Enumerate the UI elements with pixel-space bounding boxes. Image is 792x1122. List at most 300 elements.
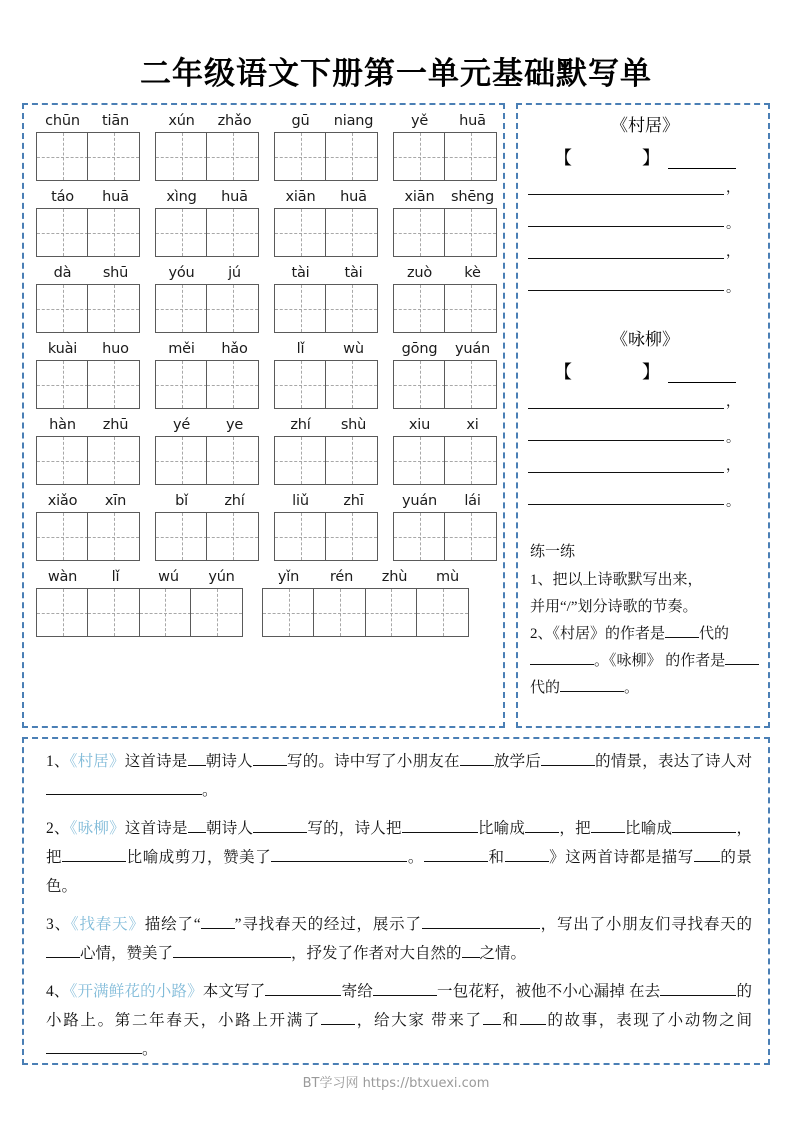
pinyin-row bbox=[393, 338, 499, 360]
writing-cell[interactable] bbox=[206, 208, 259, 257]
writing-cell[interactable] bbox=[393, 208, 446, 257]
verse-punctuation: 。 bbox=[726, 495, 740, 510]
cell-row bbox=[36, 284, 142, 333]
poem-recitation-panel bbox=[516, 103, 770, 728]
question-text: 这首诗是 bbox=[124, 820, 188, 837]
answer-blank[interactable] bbox=[46, 794, 202, 795]
answer-blank[interactable] bbox=[422, 928, 540, 929]
practice-item-2-a: 2、《村居》的作者是 bbox=[530, 626, 666, 642]
word-group bbox=[393, 262, 499, 333]
pinyin-row bbox=[36, 186, 142, 208]
writing-cell[interactable] bbox=[155, 132, 208, 181]
question-text: 比喻成剪刀，赞美了 bbox=[126, 849, 272, 866]
verse-punctuation: 。 bbox=[726, 217, 740, 232]
cell-row bbox=[155, 360, 261, 409]
pinyin-row bbox=[274, 490, 380, 512]
question-text: 之情。 bbox=[479, 945, 527, 962]
word-group bbox=[36, 262, 142, 333]
question-text: 一包花籽，被他不小心漏掉 在去 bbox=[436, 983, 661, 1000]
verse-line[interactable] bbox=[528, 265, 762, 297]
answer-blank[interactable] bbox=[402, 832, 478, 833]
verse-rule bbox=[528, 440, 724, 441]
pinyin-syllable: huā bbox=[340, 189, 367, 205]
practice-block bbox=[530, 539, 762, 702]
pinyin-syllable: wù bbox=[343, 341, 364, 357]
cell-row bbox=[36, 436, 142, 485]
verse-rule bbox=[528, 194, 724, 195]
question-text: 朝诗人 bbox=[205, 753, 253, 770]
pinyin-syllable: niang bbox=[333, 113, 374, 129]
writing-cell[interactable] bbox=[87, 512, 140, 561]
pinyin-syllable: hǎo bbox=[221, 341, 248, 357]
grid-row bbox=[36, 490, 495, 561]
pinyin-syllable: ye bbox=[225, 417, 244, 433]
practice-item-2-c: 。《咏柳》 的 bbox=[594, 653, 681, 669]
writing-cell[interactable] bbox=[36, 132, 89, 181]
cell-row bbox=[393, 132, 499, 181]
pinyin-syllable: bǐ bbox=[175, 493, 188, 509]
writing-cell[interactable] bbox=[36, 208, 89, 257]
pinyin-row bbox=[393, 490, 499, 512]
question-text: 朝诗人 bbox=[205, 820, 254, 837]
word-group bbox=[36, 338, 142, 409]
book-title: 《找春天》 bbox=[70, 916, 145, 933]
pinyin-syllable: lǐ bbox=[296, 341, 305, 357]
word-group bbox=[262, 566, 474, 637]
pinyin-syllable: zhǎo bbox=[217, 113, 252, 129]
word-group bbox=[393, 338, 499, 409]
comprehension-questions-panel bbox=[22, 737, 770, 1065]
question-item bbox=[46, 814, 752, 901]
word-group bbox=[155, 338, 261, 409]
pinyin-syllable: zhí bbox=[224, 493, 245, 509]
question-text: ”寻找春天的经过，展示了 bbox=[234, 916, 422, 933]
pinyin-syllable: zhū bbox=[102, 417, 129, 433]
writing-cell[interactable] bbox=[190, 588, 243, 637]
pinyin-syllable: gū bbox=[291, 113, 310, 129]
question-text: 比喻成 bbox=[477, 820, 526, 837]
answer-blank[interactable] bbox=[253, 765, 287, 766]
practice-item-1-line-2: 并用“/”划分诗歌的节奏。 bbox=[530, 599, 698, 615]
pinyin-row bbox=[36, 262, 142, 284]
writing-cell[interactable] bbox=[444, 208, 497, 257]
pinyin-row bbox=[274, 186, 380, 208]
word-group bbox=[274, 186, 380, 257]
pinyin-syllable: yún bbox=[208, 569, 235, 585]
cell-row bbox=[274, 512, 380, 561]
cell-row bbox=[36, 360, 142, 409]
grid-row bbox=[36, 110, 495, 181]
top-section bbox=[22, 103, 770, 728]
question-text: 。 bbox=[142, 1041, 158, 1058]
answer-blank[interactable] bbox=[672, 832, 736, 833]
cell-row bbox=[155, 436, 261, 485]
pinyin-syllable: kuài bbox=[47, 341, 78, 357]
pinyin-grid-panel bbox=[22, 103, 505, 728]
pinyin-row bbox=[274, 262, 380, 284]
poem-author-line bbox=[528, 143, 762, 169]
answer-blank[interactable] bbox=[271, 861, 407, 862]
pinyin-syllable: yǐn bbox=[277, 569, 300, 585]
pinyin-syllable: dà bbox=[53, 265, 72, 281]
pinyin-syllable: wú bbox=[158, 569, 179, 585]
writing-cell[interactable] bbox=[155, 360, 208, 409]
writing-cell[interactable] bbox=[87, 132, 140, 181]
answer-blank[interactable] bbox=[520, 1024, 546, 1025]
pinyin-row bbox=[36, 566, 248, 588]
bracket-pair: 【 】 bbox=[554, 362, 686, 382]
verse-punctuation: ， bbox=[726, 395, 740, 410]
writing-cell[interactable] bbox=[325, 360, 378, 409]
question-text: 。 bbox=[202, 782, 218, 799]
pinyin-syllable: shū bbox=[102, 265, 129, 281]
question-text: 的小路上。第二年春天，小路上开满了 bbox=[46, 983, 752, 1029]
word-group bbox=[155, 262, 261, 333]
cell-row bbox=[274, 132, 380, 181]
verse-line[interactable] bbox=[528, 169, 762, 201]
cell-row bbox=[155, 132, 261, 181]
writing-cell[interactable] bbox=[325, 436, 378, 485]
pinyin-row bbox=[36, 490, 142, 512]
answer-blank[interactable] bbox=[188, 832, 206, 833]
pinyin-syllable: mù bbox=[436, 569, 459, 585]
question-text: 的景色。 bbox=[46, 849, 752, 895]
verse-punctuation: 。 bbox=[726, 431, 740, 446]
pinyin-row bbox=[155, 414, 261, 436]
word-group bbox=[36, 566, 248, 637]
cell-row bbox=[393, 284, 499, 333]
word-group bbox=[274, 414, 380, 485]
question-number: 1、 bbox=[46, 753, 70, 770]
writing-cell[interactable] bbox=[325, 512, 378, 561]
word-group bbox=[393, 110, 499, 181]
answer-blank[interactable] bbox=[62, 861, 126, 862]
word-group bbox=[274, 490, 380, 561]
answer-blank[interactable] bbox=[694, 861, 720, 862]
book-title: 《村居》 bbox=[69, 753, 125, 770]
poem-yongliu bbox=[528, 327, 762, 511]
pinyin-syllable: zuò bbox=[406, 265, 433, 281]
writing-cell[interactable] bbox=[139, 588, 192, 637]
pinyin-row bbox=[155, 110, 261, 132]
grid-row bbox=[36, 566, 495, 637]
pinyin-row bbox=[393, 110, 499, 132]
question-text: 这首诗是 bbox=[124, 753, 188, 770]
practice-item-2-f: 。 bbox=[624, 680, 640, 696]
answer-blank[interactable] bbox=[660, 995, 736, 996]
pinyin-syllable: yé bbox=[172, 417, 191, 433]
page-title: 二年级语文下册第一单元基础默写单 bbox=[140, 56, 652, 91]
answer-blank[interactable] bbox=[253, 832, 307, 833]
answer-blank[interactable] bbox=[460, 765, 494, 766]
question-text: 比喻成 bbox=[624, 820, 673, 837]
word-group bbox=[393, 414, 499, 485]
practice-heading: 练一练 bbox=[530, 544, 576, 560]
cell-row bbox=[393, 436, 499, 485]
pinyin-syllable: chūn bbox=[45, 113, 80, 129]
pinyin-syllable: xi bbox=[466, 417, 479, 433]
word-group bbox=[274, 338, 380, 409]
cell-row bbox=[155, 284, 261, 333]
verse-punctuation: ， bbox=[726, 181, 740, 196]
verse-rule bbox=[528, 504, 724, 505]
writing-cell[interactable] bbox=[206, 132, 259, 181]
pinyin-syllable: xún bbox=[168, 113, 195, 129]
writing-cell[interactable] bbox=[444, 360, 497, 409]
question-text: 放学后 bbox=[493, 753, 541, 770]
cell-row bbox=[393, 512, 499, 561]
answer-blank[interactable] bbox=[525, 832, 559, 833]
question-text: 。 bbox=[407, 849, 424, 866]
bracket-pair: 【 】 bbox=[554, 148, 686, 168]
writing-cell[interactable] bbox=[393, 436, 446, 485]
word-group bbox=[36, 490, 142, 561]
pinyin-syllable: xìng bbox=[166, 189, 197, 205]
cell-row bbox=[393, 208, 499, 257]
answer-blank[interactable] bbox=[373, 995, 437, 996]
pinyin-syllable: yuán bbox=[454, 341, 491, 357]
pinyin-row bbox=[155, 186, 261, 208]
book-title: 《开满鲜花的小路》 bbox=[69, 983, 203, 1000]
pinyin-syllable: lái bbox=[464, 493, 481, 509]
footer-watermark: BT学习网 https://btxuexi.com bbox=[302, 1076, 490, 1091]
verse-rule bbox=[528, 472, 724, 473]
writing-cell[interactable] bbox=[155, 512, 208, 561]
writing-cell[interactable] bbox=[262, 588, 315, 637]
writing-cell[interactable] bbox=[325, 132, 378, 181]
pinyin-syllable: yuán bbox=[401, 493, 438, 509]
question-list bbox=[46, 747, 752, 1073]
word-group bbox=[36, 414, 142, 485]
question-text: 和 bbox=[487, 849, 505, 866]
pinyin-row bbox=[36, 110, 142, 132]
pinyin-row bbox=[262, 566, 474, 588]
pinyin-syllable: wàn bbox=[47, 569, 78, 585]
pinyin-row bbox=[274, 338, 380, 360]
pinyin-syllable: shù bbox=[340, 417, 367, 433]
question-number: 4、 bbox=[46, 983, 70, 1000]
verse-punctuation: 。 bbox=[726, 281, 740, 296]
pinyin-syllable: rén bbox=[329, 569, 354, 585]
word-group bbox=[274, 110, 380, 181]
pinyin-syllable: tài bbox=[291, 265, 310, 281]
writing-cell[interactable] bbox=[87, 208, 140, 257]
cell-row bbox=[274, 208, 380, 257]
question-text: 和 bbox=[500, 1012, 520, 1029]
question-text: ，把 bbox=[46, 820, 752, 866]
poem-title: 《咏柳》 bbox=[611, 330, 679, 349]
writing-cell[interactable] bbox=[393, 284, 446, 333]
answer-blank[interactable] bbox=[530, 664, 594, 665]
writing-cell[interactable] bbox=[87, 360, 140, 409]
pinyin-syllable: xīn bbox=[104, 493, 127, 509]
pinyin-syllable: lǐ bbox=[111, 569, 120, 585]
question-text: ，给大家 带来了 bbox=[355, 1012, 483, 1029]
cell-row bbox=[155, 512, 261, 561]
pinyin-row bbox=[393, 414, 499, 436]
writing-cell[interactable] bbox=[313, 588, 366, 637]
pinyin-syllable: měi bbox=[168, 341, 195, 357]
verse-punctuation: ， bbox=[726, 459, 740, 474]
question-text: 写的。诗中写了小朋友在 bbox=[286, 753, 460, 770]
word-group bbox=[36, 186, 142, 257]
writing-cell[interactable] bbox=[206, 284, 259, 333]
pinyin-row bbox=[36, 338, 142, 360]
writing-cell[interactable] bbox=[444, 436, 497, 485]
question-text: 的情景，表达了诗人对 bbox=[594, 753, 752, 770]
verse-rule bbox=[528, 290, 724, 291]
verse-line[interactable] bbox=[528, 201, 762, 233]
pinyin-row bbox=[155, 262, 261, 284]
practice-item-1-line-1: 1、把以上诗歌默写出来， bbox=[530, 572, 703, 588]
writing-cell[interactable] bbox=[365, 588, 418, 637]
writing-cell[interactable] bbox=[155, 436, 208, 485]
pinyin-syllable: kè bbox=[464, 265, 481, 281]
writing-cell[interactable] bbox=[36, 436, 89, 485]
writing-cell[interactable] bbox=[206, 360, 259, 409]
writing-cell[interactable] bbox=[274, 360, 327, 409]
pinyin-syllable: yóu bbox=[168, 265, 195, 281]
answer-blank[interactable] bbox=[560, 691, 624, 692]
pinyin-row bbox=[155, 338, 261, 360]
verse-line[interactable] bbox=[528, 479, 762, 511]
answer-blank[interactable] bbox=[505, 861, 549, 862]
word-group bbox=[274, 262, 380, 333]
pinyin-row bbox=[274, 414, 380, 436]
answer-blank[interactable] bbox=[462, 957, 480, 958]
question-text: 的故事，表现了小动物之间 bbox=[545, 1012, 752, 1029]
writing-cell[interactable] bbox=[36, 588, 89, 637]
writing-cell[interactable] bbox=[325, 284, 378, 333]
writing-cell[interactable] bbox=[155, 284, 208, 333]
question-number: 3、 bbox=[46, 916, 71, 933]
writing-cell[interactable] bbox=[416, 588, 469, 637]
pinyin-syllable: yě bbox=[410, 113, 429, 129]
answer-blank[interactable] bbox=[321, 1024, 355, 1025]
pinyin-syllable: tiān bbox=[102, 113, 129, 129]
writing-cell[interactable] bbox=[274, 512, 327, 561]
answer-blank[interactable] bbox=[201, 928, 235, 929]
poem-cunju bbox=[528, 113, 762, 297]
pinyin-row bbox=[36, 414, 142, 436]
writing-cell[interactable] bbox=[444, 132, 497, 181]
practice-item-2-b: 代的 bbox=[699, 626, 730, 642]
question-text: ，写出了小朋友们寻找春天的 bbox=[539, 916, 752, 933]
question-text: 描绘了“ bbox=[144, 916, 201, 933]
pinyin-syllable: huā bbox=[459, 113, 486, 129]
writing-cell[interactable] bbox=[325, 208, 378, 257]
cell-row bbox=[262, 588, 474, 637]
verse-line[interactable] bbox=[528, 447, 762, 479]
answer-blank[interactable] bbox=[265, 995, 341, 996]
poem-author-line bbox=[528, 357, 762, 383]
cell-row bbox=[274, 360, 380, 409]
pinyin-syllable: zhù bbox=[381, 569, 408, 585]
answer-blank[interactable] bbox=[483, 1024, 501, 1025]
cell-row bbox=[274, 284, 380, 333]
question-text: 》这两首诗都是描写 bbox=[548, 849, 694, 866]
writing-cell[interactable] bbox=[444, 284, 497, 333]
answer-blank[interactable] bbox=[188, 765, 206, 766]
pinyin-syllable: zhí bbox=[290, 417, 311, 433]
writing-cell[interactable] bbox=[393, 132, 446, 181]
pinyin-syllable: xiān bbox=[404, 189, 435, 205]
practice-item-2-d: 作者是 bbox=[680, 653, 726, 669]
pinyin-syllable: shēng bbox=[450, 189, 495, 205]
writing-cell[interactable] bbox=[87, 284, 140, 333]
pinyin-syllable: xiǎo bbox=[47, 493, 78, 509]
grid-row bbox=[36, 186, 495, 257]
cell-row bbox=[36, 512, 142, 561]
cell-row bbox=[393, 360, 499, 409]
question-text: ，把 bbox=[559, 820, 591, 837]
answer-blank[interactable] bbox=[665, 637, 699, 638]
pinyin-syllable: zhī bbox=[343, 493, 364, 509]
verse-rule bbox=[528, 408, 724, 409]
verse-rule bbox=[528, 258, 724, 259]
writing-cell[interactable] bbox=[206, 436, 259, 485]
pinyin-row bbox=[155, 490, 261, 512]
practice-item-2 bbox=[530, 621, 762, 702]
pinyin-syllable: huā bbox=[102, 189, 129, 205]
answer-blank[interactable] bbox=[46, 957, 80, 958]
pinyin-syllable: huo bbox=[102, 341, 129, 357]
verse-line[interactable] bbox=[528, 415, 762, 447]
writing-cell[interactable] bbox=[393, 360, 446, 409]
pinyin-syllable: huā bbox=[221, 189, 248, 205]
writing-cell[interactable] bbox=[87, 436, 140, 485]
writing-cell[interactable] bbox=[444, 512, 497, 561]
pinyin-syllable: gōng bbox=[401, 341, 438, 357]
pinyin-syllable: xiu bbox=[408, 417, 431, 433]
writing-cell[interactable] bbox=[393, 512, 446, 561]
verse-line[interactable] bbox=[528, 233, 762, 265]
writing-cell[interactable] bbox=[36, 284, 89, 333]
writing-cell[interactable] bbox=[206, 512, 259, 561]
question-item bbox=[46, 977, 752, 1064]
word-group bbox=[155, 490, 261, 561]
question-text: ，抒发了作者对大自然的 bbox=[291, 945, 462, 962]
writing-cell[interactable] bbox=[274, 284, 327, 333]
word-group bbox=[155, 186, 261, 257]
answer-blank[interactable] bbox=[424, 861, 488, 862]
question-text: 本文写了 bbox=[202, 983, 266, 1000]
practice-item-2-e: 代的 bbox=[530, 680, 561, 696]
answer-blank[interactable] bbox=[46, 1053, 142, 1054]
writing-cell[interactable] bbox=[155, 208, 208, 257]
pinyin-row bbox=[274, 110, 380, 132]
pinyin-row bbox=[393, 262, 499, 284]
pinyin-syllable: tài bbox=[344, 265, 363, 281]
writing-cell[interactable] bbox=[274, 436, 327, 485]
writing-cell[interactable] bbox=[36, 512, 89, 561]
pinyin-row bbox=[393, 186, 499, 208]
answer-blank[interactable] bbox=[725, 664, 759, 665]
verse-line[interactable] bbox=[528, 383, 762, 415]
writing-cell[interactable] bbox=[87, 588, 140, 637]
answer-blank[interactable] bbox=[173, 957, 291, 958]
answer-blank[interactable] bbox=[591, 832, 625, 833]
writing-cell[interactable] bbox=[36, 360, 89, 409]
pinyin-syllable: liǔ bbox=[292, 493, 309, 509]
question-number: 2、 bbox=[46, 820, 70, 837]
answer-blank[interactable] bbox=[541, 765, 595, 766]
writing-cell[interactable] bbox=[274, 208, 327, 257]
grid-row bbox=[36, 262, 495, 333]
writing-cell[interactable] bbox=[274, 132, 327, 181]
cell-row bbox=[36, 132, 142, 181]
pinyin-syllable: jú bbox=[228, 265, 241, 281]
